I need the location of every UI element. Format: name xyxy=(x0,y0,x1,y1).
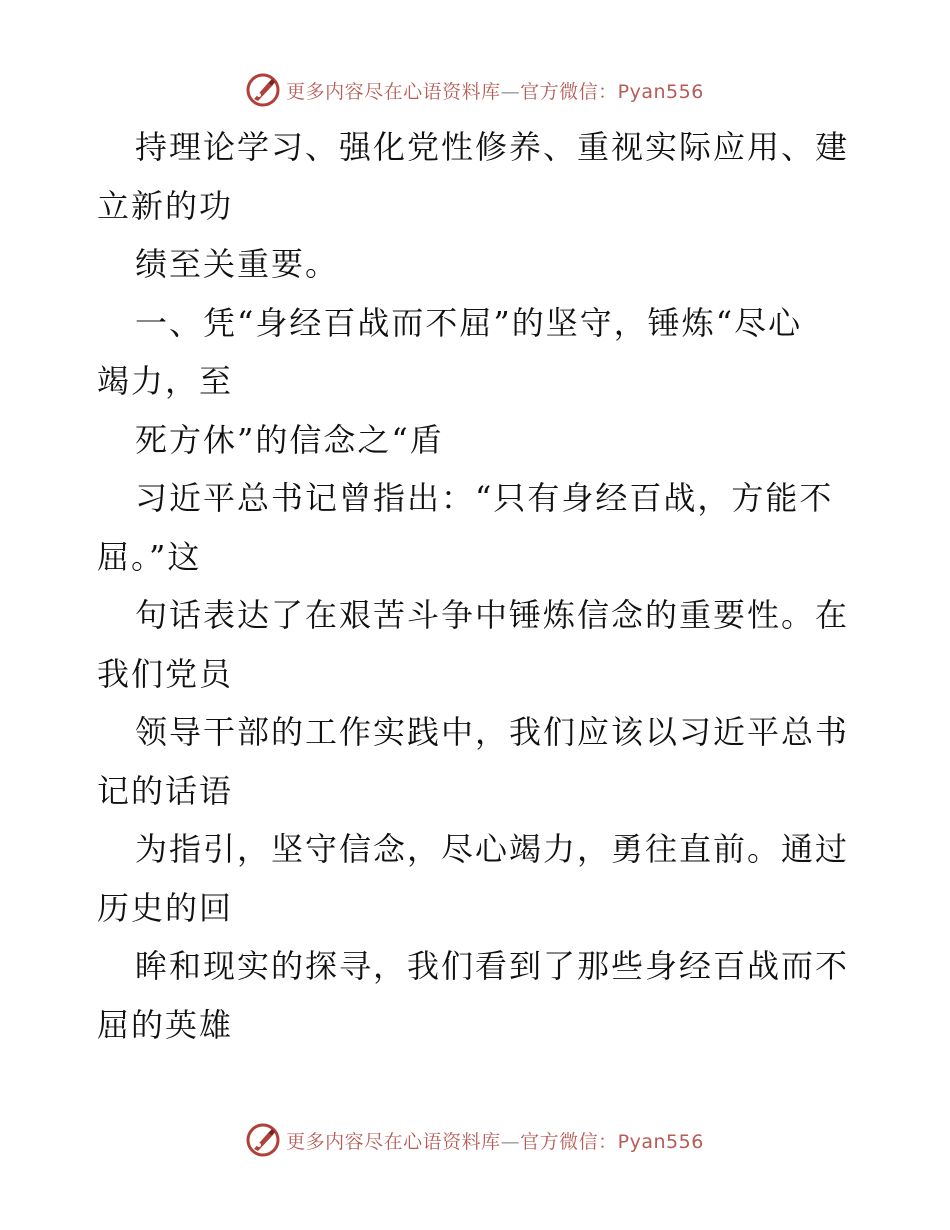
text-line: 持理论学习、强化党性修养、重视实际应用、建 xyxy=(135,128,850,166)
text-line: 死方休”的信念之“盾 xyxy=(135,420,444,459)
text-line: 绩至关重要。 xyxy=(135,245,340,283)
text-line: 领导干部的工作实践中，我们应该以习近平总书 xyxy=(135,713,850,751)
text-line: 立新的功 xyxy=(97,186,234,225)
text-line: 一、凭“身经百战而不屈”的坚守，锤炼“尽心 xyxy=(135,303,803,342)
text-line: 记的话语 xyxy=(97,771,234,810)
document-body xyxy=(97,118,857,1054)
footer-banner-text: 更多内容尽在心语资料库—官方微信：Pyan556 xyxy=(286,1130,704,1153)
text-line: 历史的回 xyxy=(97,888,234,927)
text-line: 屈的英雄 xyxy=(97,1005,234,1044)
footer-banner xyxy=(0,1120,950,1160)
header-banner-text: 更多内容尽在心语资料库—官方微信：Pyan556 xyxy=(286,80,704,103)
text-line: 习近平总书记曾指出：“只有身经百战，方能不 xyxy=(135,479,834,517)
text-line: 竭力，至 xyxy=(97,362,234,400)
text-line: 屈。”这 xyxy=(97,537,202,576)
pen-logo-icon xyxy=(246,1123,280,1157)
text-line: 为指引，坚守信念，尽心竭力，勇往直前。通过 xyxy=(135,830,850,868)
text-line: 句话表达了在艰苦斗争中锤炼信念的重要性。在 xyxy=(135,596,850,634)
text-line: 眸和现实的探寻，我们看到了那些身经百战而不 xyxy=(135,947,850,985)
pen-logo-icon xyxy=(246,73,280,107)
header-banner xyxy=(0,70,950,110)
text-line: 我们党员 xyxy=(97,654,234,693)
